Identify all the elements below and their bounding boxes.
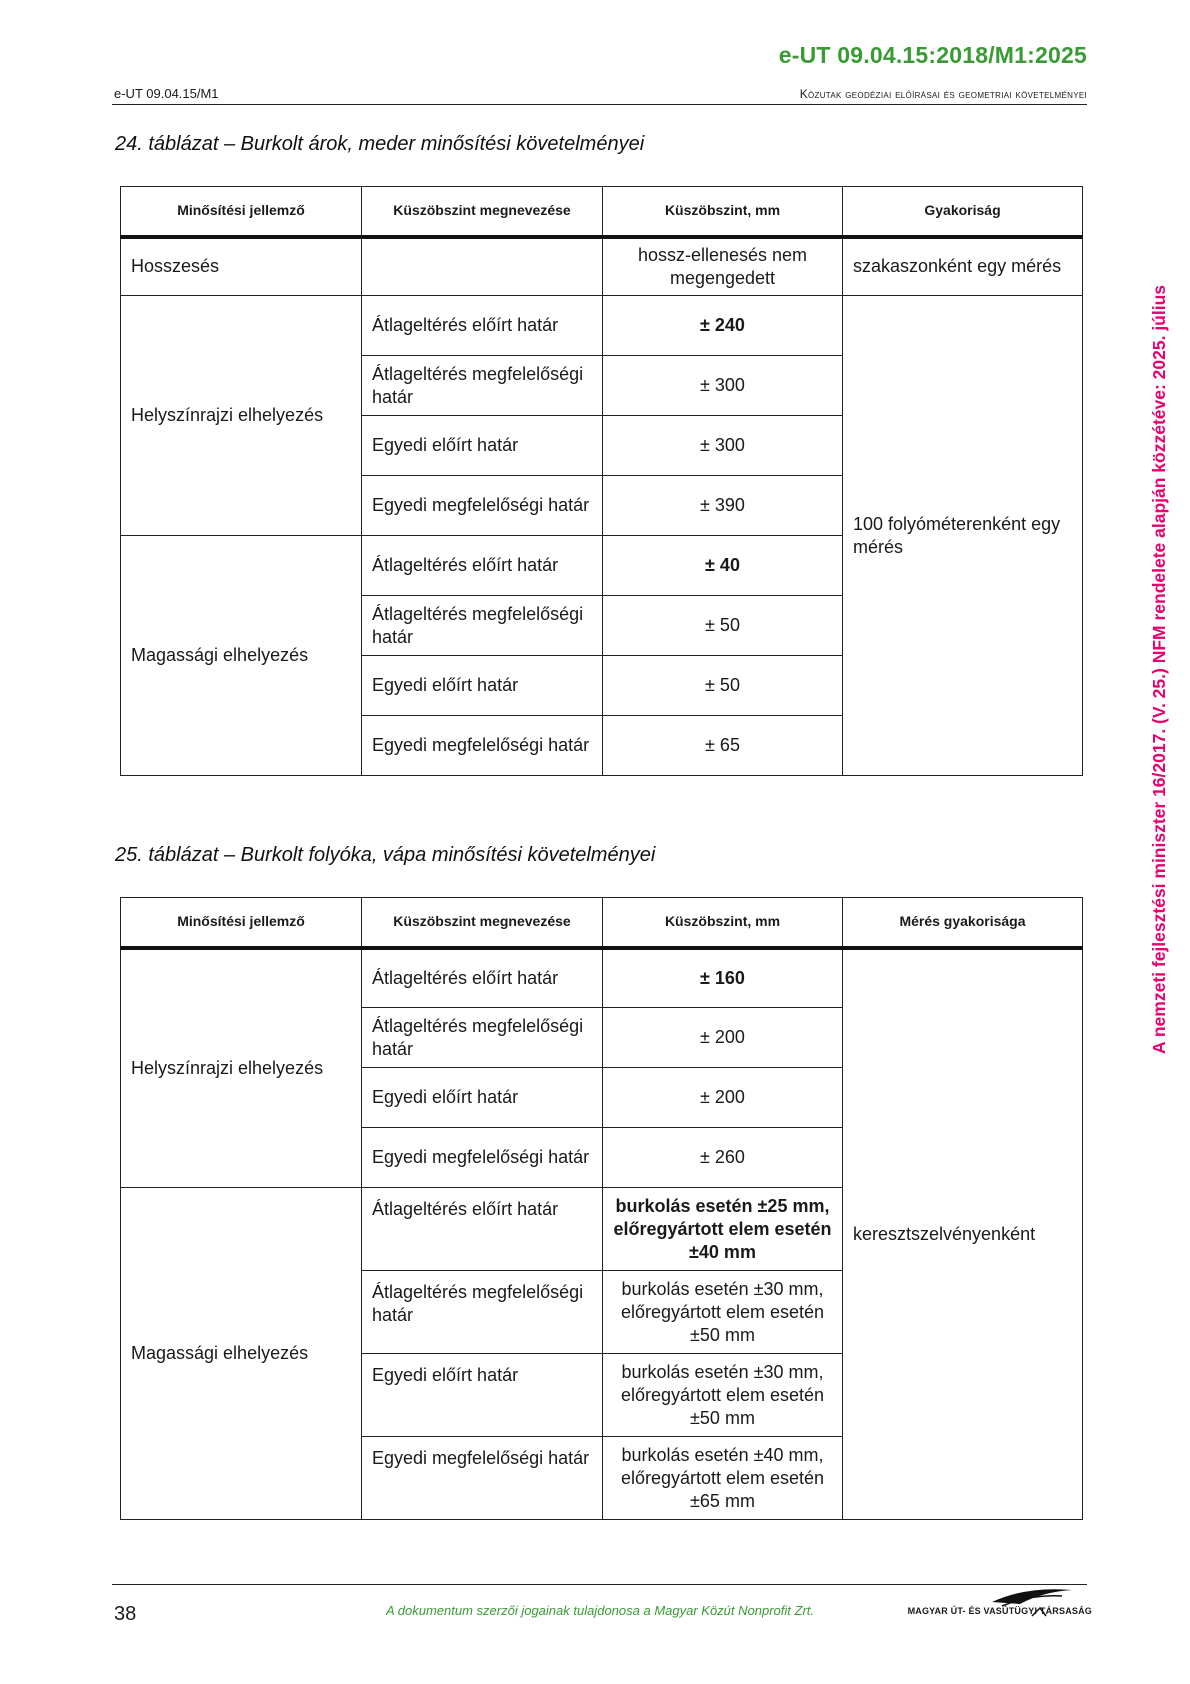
- document-code: e-UT 09.04.15:2018/M1:2025: [778, 42, 1087, 68]
- table25-header-cell: Küszöbszint, mm: [603, 898, 843, 948]
- threshold-value: ± 240: [603, 296, 843, 356]
- threshold-name: Átlageltérés megfelelőségi határ: [362, 356, 603, 416]
- table24-header-cell: Minősítési jellemző: [121, 187, 362, 237]
- group-label: Helyszínrajzi elhelyezés: [121, 296, 362, 536]
- threshold-value: ± 50: [603, 656, 843, 716]
- threshold-name: Átlageltérés előírt határ: [362, 536, 603, 596]
- table-row: [121, 296, 1083, 356]
- threshold-name: Egyedi előírt határ: [362, 1068, 603, 1128]
- frequency-cell: 100 folyóméterenként egy mérés: [843, 296, 1083, 776]
- table25-caption: 25. táblázat – Burkolt folyóka, vápa minősítési követelményei: [115, 844, 656, 866]
- header-doc-id: e-UT 09.04.15/M1: [114, 86, 219, 101]
- threshold-name: Átlageltérés megfelelőségi határ: [362, 1008, 603, 1068]
- threshold-value: ± 50: [603, 596, 843, 656]
- threshold-value: ± 300: [603, 356, 843, 416]
- threshold-value: burkolás esetén ±30 mm, előregyártott elem esetén ±50 mm: [603, 1354, 843, 1437]
- table25-header-cell: Mérés gyakorisága: [843, 898, 1083, 948]
- group-label: Helyszínrajzi elhelyezés: [121, 948, 362, 1188]
- table25-header-row: [121, 898, 1083, 948]
- threshold-name: Átlageltérés megfelelőségi határ: [362, 596, 603, 656]
- threshold-value: ± 65: [603, 716, 843, 776]
- society-logo-text: MAGYAR ÚT- ÉS VASÚTÜGYI TÁRSASÁG: [907, 1606, 1092, 1616]
- threshold-value: ± 160: [603, 948, 843, 1008]
- threshold-value: ± 40: [603, 536, 843, 596]
- threshold-value: burkolás esetén ±30 mm, előregyártott elem esetén ±50 mm: [603, 1271, 843, 1354]
- threshold-name: Egyedi megfelelőségi határ: [362, 716, 603, 776]
- group-label: Magassági elhelyezés: [121, 1188, 362, 1520]
- threshold-value: ± 300: [603, 416, 843, 476]
- threshold-value: burkolás esetén ±40 mm, előregyártott elem esetén ±65 mm: [603, 1437, 843, 1520]
- threshold-name: Egyedi előírt határ: [362, 1354, 603, 1437]
- table24-caption: 24. táblázat – Burkolt árok, meder minősítési követelményei: [115, 133, 645, 155]
- threshold-name: Egyedi megfelelőségi határ: [362, 1128, 603, 1188]
- threshold-name: Egyedi előírt határ: [362, 656, 603, 716]
- table-cell: [362, 237, 603, 296]
- table-cell: Hosszesés: [121, 237, 362, 296]
- threshold-value: ± 200: [603, 1008, 843, 1068]
- group-label: Magassági elhelyezés: [121, 536, 362, 776]
- table-cell: szakaszonként egy mérés: [843, 237, 1083, 296]
- table-cell: hossz-ellenesés nem megengedett: [603, 237, 843, 296]
- threshold-value: burkolás esetén ±25 mm, előregyártott elem esetén ±40 mm: [603, 1188, 843, 1271]
- header-title: Közutak geodéziai előírásai és geometriai követelményei: [799, 87, 1087, 101]
- page-number: 38: [114, 1603, 137, 1625]
- table-row: [121, 237, 1083, 296]
- table-row: [121, 948, 1083, 1008]
- threshold-value: ± 260: [603, 1128, 843, 1188]
- copyright-note: A dokumentum szerzői jogainak tulajdonosa a Magyar Közút Nonprofit Zrt.: [385, 1603, 814, 1618]
- threshold-value: ± 390: [603, 476, 843, 536]
- publication-side-note: A nemzeti fejlesztési miniszter 16/2017. (V. 25.) NFM rendelete alapján közzétéve: 2025. július: [1149, 284, 1169, 1054]
- table25-header-cell: Küszöbszint megnevezése: [362, 898, 603, 948]
- header-rule: [112, 104, 1087, 105]
- table24-header-row: [121, 187, 1083, 237]
- table25: [120, 897, 1083, 1520]
- table24: [120, 186, 1083, 776]
- threshold-name: Átlageltérés előírt határ: [362, 1188, 603, 1271]
- threshold-name: Átlageltérés megfelelőségi határ: [362, 1271, 603, 1354]
- threshold-name: Átlageltérés előírt határ: [362, 948, 603, 1008]
- society-logo-icon: [932, 1582, 1092, 1622]
- threshold-name: Egyedi megfelelőségi határ: [362, 1437, 603, 1520]
- table24-header-cell: Küszöbszint, mm: [603, 187, 843, 237]
- table24-header-cell: Küszöbszint megnevezése: [362, 187, 603, 237]
- threshold-name: Egyedi megfelelőségi határ: [362, 476, 603, 536]
- threshold-name: Egyedi előírt határ: [362, 416, 603, 476]
- table24-header-cell: Gyakoriság: [843, 187, 1083, 237]
- table25-header-cell: Minősítési jellemző: [121, 898, 362, 948]
- threshold-value: ± 200: [603, 1068, 843, 1128]
- threshold-name: Átlageltérés előírt határ: [362, 296, 603, 356]
- frequency-cell: keresztszelvényenként: [843, 948, 1083, 1520]
